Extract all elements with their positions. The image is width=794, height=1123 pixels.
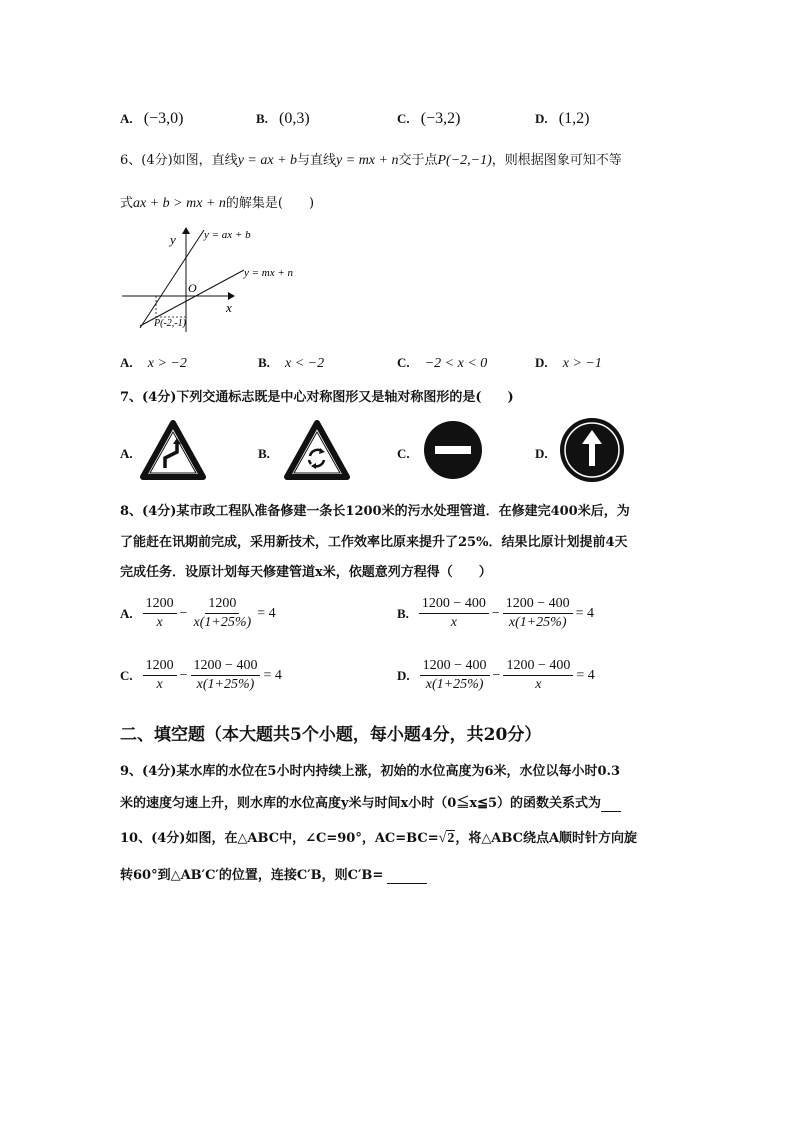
option-label: B.: [258, 446, 270, 461]
fraction-1: [420, 658, 490, 693]
q7-sign-a-double-bend[interactable]: [140, 420, 206, 480]
option-value: x > −1: [562, 356, 602, 371]
q6-mid1: 与直线: [297, 153, 337, 168]
rhs: = 4: [576, 667, 595, 683]
q8-stem-line2: 了能赶在讯期前完成，采用新技术，工作效率比原来提升了25%．结果比原计划提前4天: [120, 535, 628, 550]
rhs: = 4: [263, 667, 282, 683]
fraction-1: [419, 596, 489, 631]
q5-option-d[interactable]: [535, 108, 589, 128]
x-axis-label: x: [226, 300, 232, 315]
option-label: C.: [397, 355, 410, 370]
q9-stem-line2: [120, 792, 621, 812]
q8-stem-line3: 完成任务．设原计划每天修建管道x米，依题意列方程得（ ）: [120, 565, 492, 580]
q6-mid2: 交于点: [398, 153, 438, 168]
q7-option-d-label: [535, 443, 548, 462]
numerator: 1200 − 400: [191, 658, 261, 676]
rhs: = 4: [575, 605, 595, 621]
q6-inequality: ax + b > mx + n: [133, 196, 226, 211]
minus-sign: −: [179, 605, 188, 621]
line1-label: y = ax + b: [204, 229, 251, 241]
q7-stem: 7、(4分)下列交通标志既是中心对称图形又是轴对称图形的是( ): [120, 390, 514, 405]
minus-sign: −: [492, 667, 501, 683]
q6-graph-figure: [118, 222, 318, 338]
q10-line1-b: ，将△ABC绕点A顺时针方向旋: [455, 831, 638, 846]
option-value: (1,2): [558, 110, 590, 127]
q6-option-c[interactable]: [397, 352, 487, 372]
q5-option-b[interactable]: [256, 108, 310, 128]
q10-stem-line2: [120, 864, 427, 884]
option-label: C.: [397, 111, 410, 126]
option-label: B.: [258, 355, 270, 370]
option-label: D.: [535, 111, 548, 126]
q6-stem-line2: [120, 192, 314, 212]
option-label: B.: [397, 605, 409, 621]
denominator: x: [450, 615, 457, 630]
q5-option-c[interactable]: [397, 108, 460, 128]
numerator: 1200: [143, 596, 177, 614]
rhs: = 4: [257, 605, 276, 621]
q7-option-b-label: [258, 443, 270, 462]
q6-stem-line1: [120, 149, 622, 169]
fraction-2: [503, 658, 573, 693]
option-label: A.: [120, 605, 133, 621]
q6-option-a[interactable]: [120, 352, 187, 372]
y-axis-label: y: [170, 232, 176, 247]
denominator: x(1+25%): [425, 677, 484, 692]
option-value: −2 < x < 0: [424, 356, 488, 371]
q9-answer-blank[interactable]: [601, 796, 621, 812]
sqrt-expression: √2: [438, 831, 455, 846]
q10-stem-line1: [120, 827, 637, 847]
section-title-fill-in: 二、填空题（本大题共5个小题，每小题4分，共20分）: [120, 725, 542, 745]
q5-option-a[interactable]: [120, 108, 183, 128]
q7-sign-d-straight-arrow[interactable]: [558, 416, 626, 484]
denominator: x(1+25%): [196, 677, 255, 692]
minus-sign: −: [491, 605, 500, 621]
option-value: x > −2: [147, 356, 187, 371]
q6-option-b[interactable]: [258, 352, 324, 372]
fraction-2: [191, 596, 255, 631]
numerator: 1200: [205, 596, 239, 614]
line2-label: y = mx + n: [244, 267, 294, 279]
q6-line2-prefix: 式: [120, 196, 134, 211]
point-label: P(-2,-1): [154, 318, 186, 329]
option-label: C.: [120, 667, 133, 683]
numerator: 1200 − 400: [503, 658, 573, 676]
fraction-1: [143, 658, 177, 693]
q10-line2-text: 转60°到△AB′C′的位置，连接C′B，则C′B=: [120, 868, 384, 883]
option-value: (−3,2): [420, 110, 461, 127]
option-label: D.: [535, 446, 548, 461]
fraction-1: [143, 596, 177, 631]
q7-sign-c-no-entry[interactable]: [422, 420, 484, 480]
option-value: x < −2: [285, 356, 325, 371]
q6-line2-eq: y = mx + n: [336, 153, 399, 168]
denominator: x: [156, 615, 163, 630]
q7-option-c-label: [397, 443, 410, 462]
denominator: x(1+25%): [193, 615, 252, 630]
numerator: 1200 − 400: [420, 658, 490, 676]
option-value: (−3,0): [143, 110, 184, 127]
denominator: x(1+25%): [508, 615, 567, 630]
option-label: B.: [256, 111, 268, 126]
q9-stem-line1: 9、(4分)某水库的水位在5小时内持续上涨，初始的水位高度为6米，水位以每小时0.3: [120, 764, 621, 779]
fraction-2: [503, 596, 573, 631]
q8-option-b[interactable]: [397, 596, 595, 631]
q8-stem-line1: 8、(4分)某市政工程队准备修建一条长1200米的污水处理管道．在修建完400米后，为: [120, 504, 630, 519]
q8-option-d[interactable]: [397, 658, 596, 693]
q6-line1-eq: y = ax + b: [237, 153, 298, 168]
q10-answer-blank[interactable]: [387, 868, 427, 884]
minus-sign: −: [179, 667, 188, 683]
numerator: 1200 − 400: [503, 596, 573, 614]
option-label: D.: [535, 355, 548, 370]
denominator: x: [156, 677, 163, 692]
q10-line1-a: 10、(4分)如图，在△ABC中，∠C=90°，AC=BC=: [120, 831, 439, 846]
option-label: A.: [120, 355, 133, 370]
option-label: A.: [120, 446, 133, 461]
sqrt-radicand: 2: [447, 831, 455, 846]
q6-option-d[interactable]: [535, 352, 602, 372]
option-value: (0,3): [279, 110, 310, 127]
q8-option-a[interactable]: [120, 596, 277, 631]
q6-suffix: ，则根据图象可知不等: [491, 153, 622, 168]
numerator: 1200 − 400: [419, 596, 489, 614]
origin-label: O: [188, 281, 197, 295]
q7-sign-b-roundabout[interactable]: [284, 420, 350, 480]
q7-option-a-label: [120, 443, 133, 462]
q8-option-c[interactable]: [120, 658, 283, 693]
option-label: D.: [397, 667, 410, 683]
q9-stem-line2-text: 米的速度匀速上升，则水库的水位高度y米与时间x小时（0≦x≦5）的函数关系式为: [120, 796, 602, 811]
option-label: A.: [120, 111, 133, 126]
q6-prefix: 6、(4分)如图，直线: [120, 153, 238, 168]
fraction-2: [191, 658, 261, 693]
q6-point: P(−2,−1): [437, 153, 492, 168]
option-label: C.: [397, 446, 410, 461]
denominator: x: [535, 677, 542, 692]
numerator: 1200: [143, 658, 177, 676]
q6-line2-suffix: 的解集是( ): [225, 196, 315, 211]
